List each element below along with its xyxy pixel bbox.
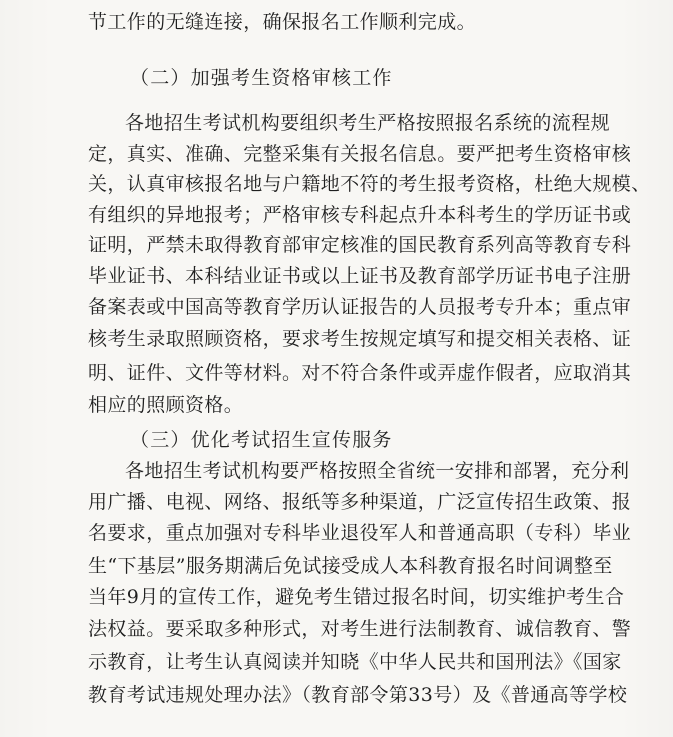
paragraph-line: 当年9月的宣传工作，避免考生错过报名时间，切实维护考生合 — [88, 586, 625, 608]
paragraph-line: 证明，严禁未取得教育部审定核准的国民教育系列高等教育专科 — [88, 234, 632, 256]
paragraph-line: 示教育，让考生认真阅读并知晓《中华人民共和国刑法》《国家 — [88, 651, 622, 673]
paragraph-line: 教育考试违规处理办法》（教育部令第33号）及《普通高等学校 — [88, 684, 628, 706]
paragraph-line: 各地招生考试机构要组织考生严格按照报名系统的流程规 — [125, 112, 611, 134]
paragraph-line: 核考生录取照顾资格，要求考生按规定填写和提交相关表格、证 — [88, 328, 632, 350]
paragraph-line: 各地招生考试机构要严格按照全省统一安排和部署，充分利 — [125, 460, 630, 482]
paragraph-line: 有组织的异地报考；严格审核专科起点升本科考生的学历证书或 — [88, 204, 632, 226]
paragraph-line: 关，认真审核报名地与户籍地不符的考生报考资格，杜绝大规模、 — [88, 173, 651, 195]
paragraph-line: 名要求，重点加强对专科毕业退役军人和普通高职（专科）毕业 — [88, 522, 632, 544]
paragraph-line: 法权益。要采取多种形式，对考生进行法制教育、诚信教育、警 — [88, 618, 632, 640]
paragraph-line: 明、证件、文件等材料。对不符合条件或弄虚作假者，应取消其 — [88, 362, 632, 384]
section-heading: （二）加强考生资格审核工作 — [130, 67, 393, 89]
paragraph-line: 毕业证书、本科结业证书或以上证书及教育部学历证书电子注册 — [88, 265, 632, 287]
paragraph-line: 节工作的无缝连接，确保报名工作顺利完成。 — [88, 11, 477, 33]
paragraph-line: 备案表或中国高等教育学历认证报告的人员报考专升本；重点审 — [88, 296, 632, 318]
paragraph-line: 相应的照顾资格。 — [88, 394, 244, 416]
paragraph-line: 用广播、电视、网络、报纸等多种渠道，广泛宣传招生政策、报 — [88, 491, 632, 513]
paragraph-line: 定，真实、准确、完整采集有关报名信息。要严把考生资格审核 — [88, 143, 632, 165]
paragraph-line: 生“下基层”服务期满后免试接受成人本科教育报名时间调整至 — [88, 555, 613, 577]
section-heading: （三）优化考试招生宣传服务 — [130, 429, 393, 451]
